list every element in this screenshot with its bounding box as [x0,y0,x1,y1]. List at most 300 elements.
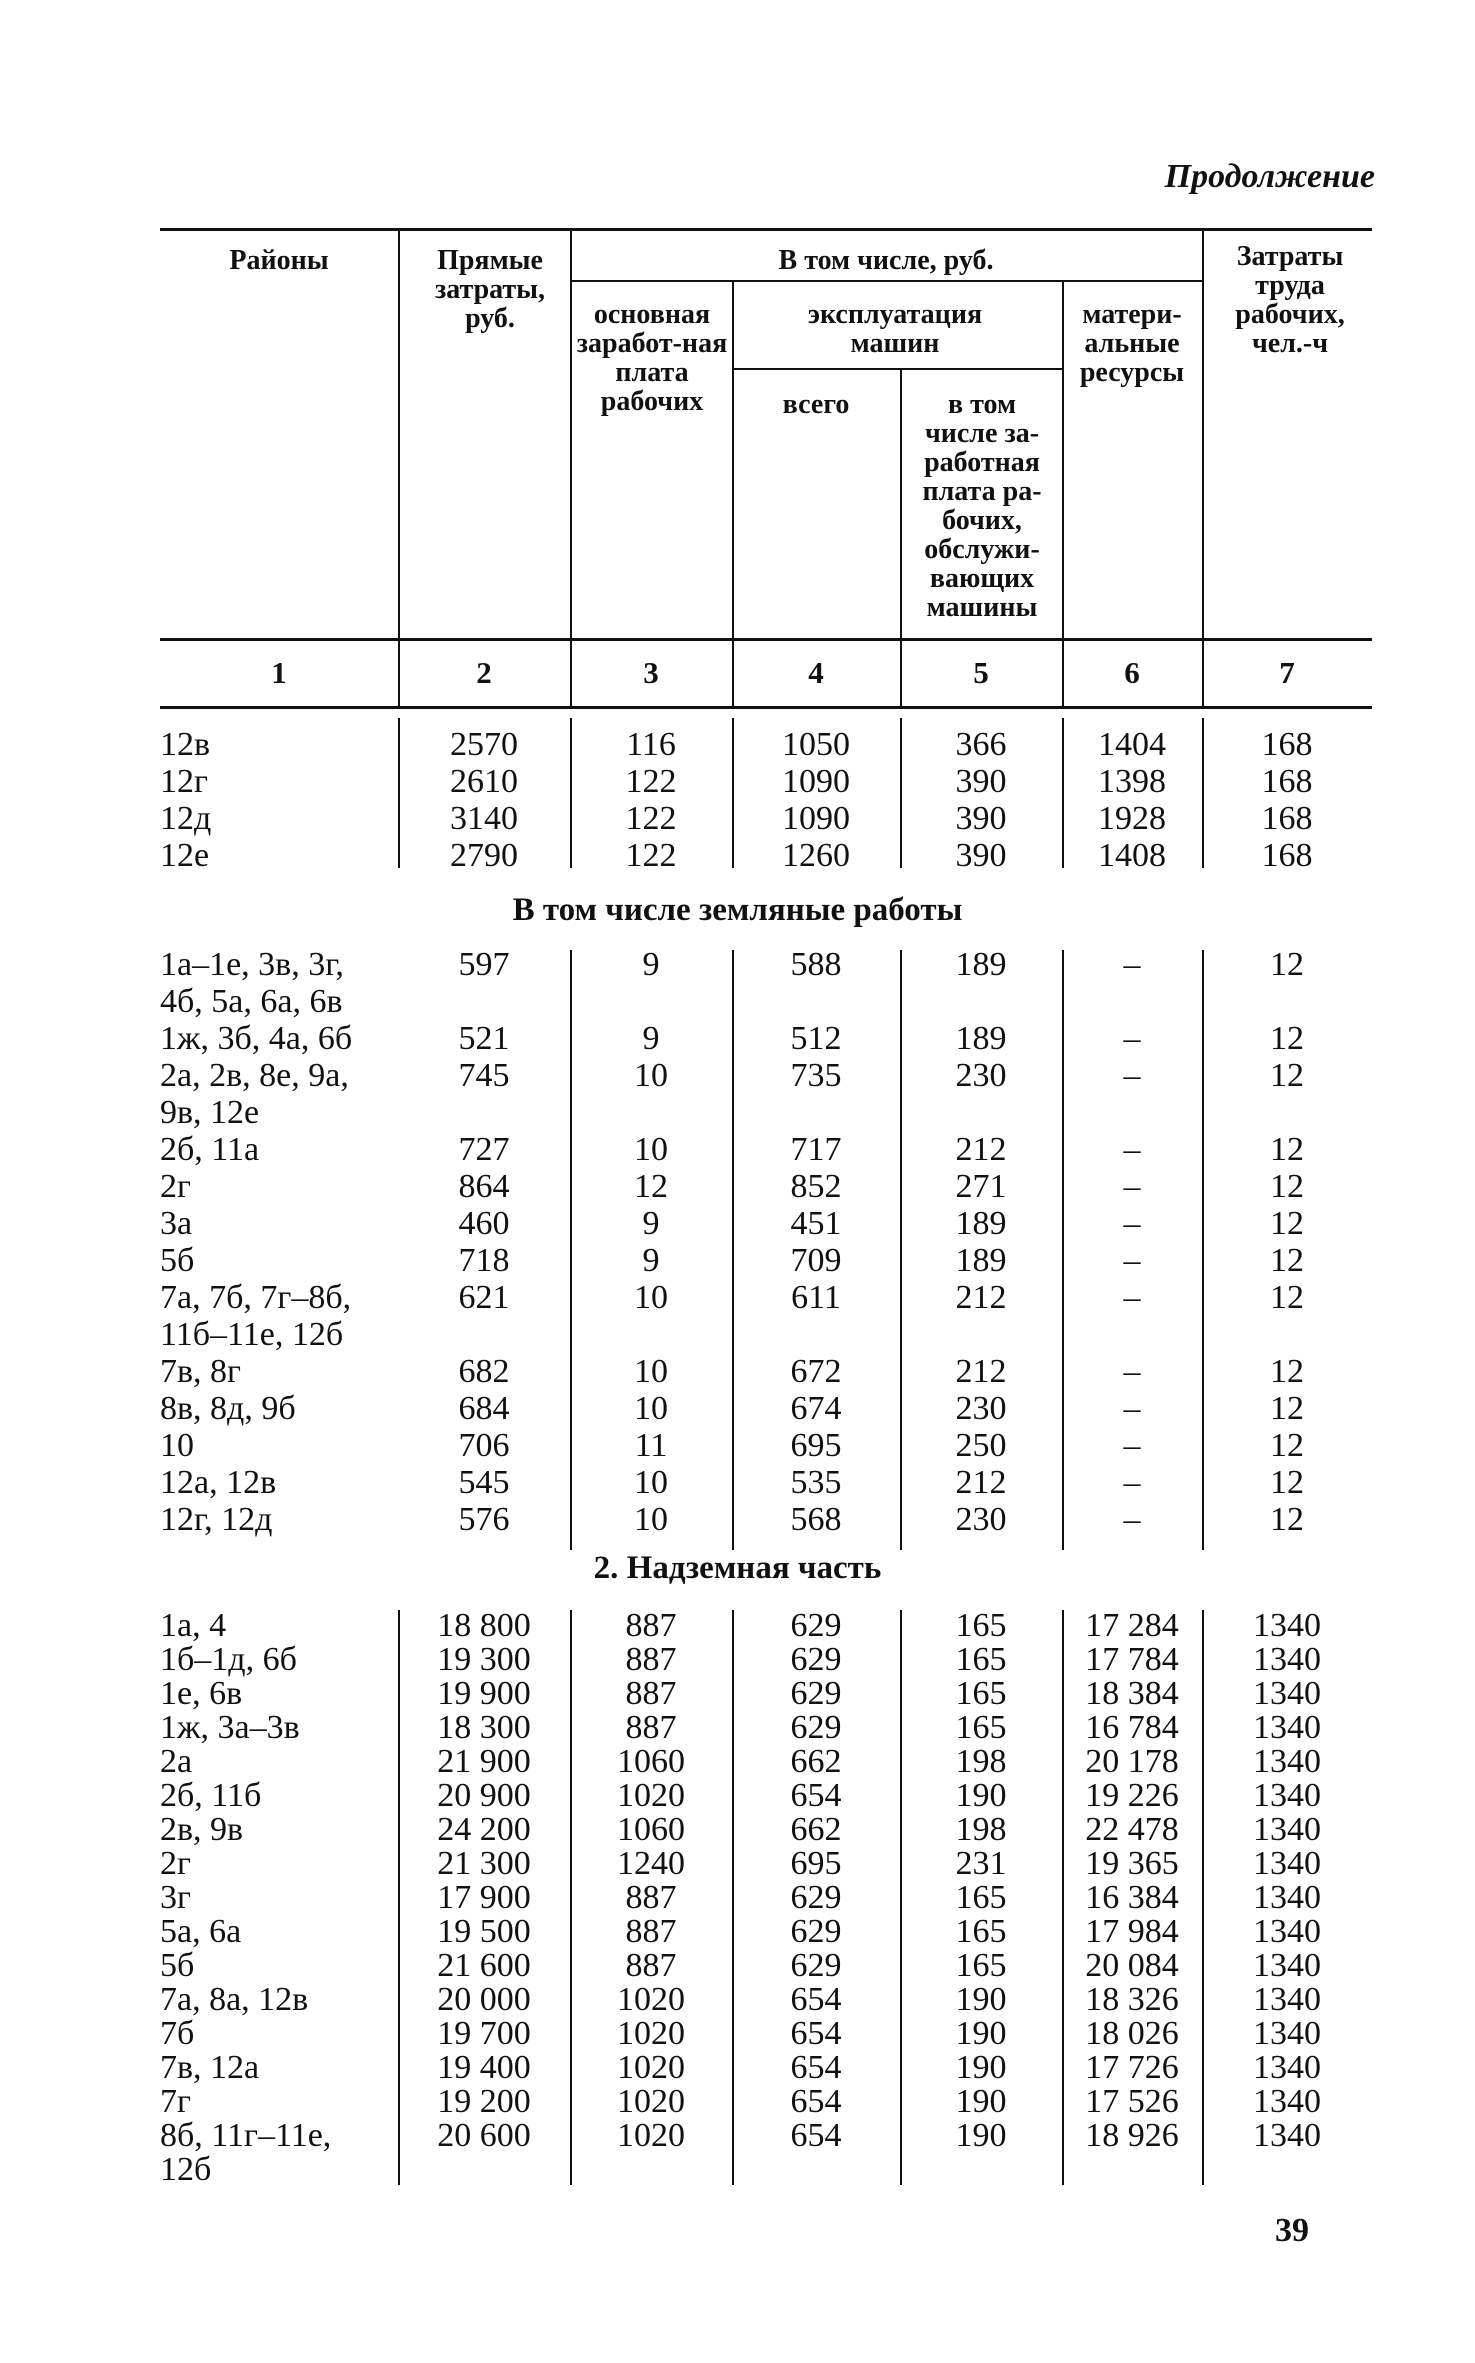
table-row [0,1242,1475,1279]
cell-materials: 1404 [1098,726,1166,763]
cell-direct: 621 [458,1279,510,1316]
cell-direct: 864 [458,1168,510,1205]
cell-direct: 2790 [450,837,518,874]
header-divider-2 [570,228,572,708]
cell-region: 1а, 4 [160,1607,227,1644]
section-above-ground-title: 2. Надземная часть [593,1550,882,1586]
cell-basic-wage: 1020 [617,1981,685,2018]
cell-materials: 17 784 [1085,1641,1179,1678]
colnum-1: 1 [271,655,287,690]
machines-underline [732,368,1062,370]
cell-machines-total: 629 [790,1947,842,1984]
cell-basic-wage: 10 [634,1501,668,1538]
cell-direct: 2610 [450,763,518,800]
cell-machines-total: 1090 [782,800,850,837]
cell-direct: 19 900 [437,1675,531,1712]
cell-region: 9в, 12е [160,1094,260,1131]
cell-basic-wage: 1020 [617,2015,685,2052]
cell-direct: 684 [458,1390,510,1427]
cell-machines-total: 735 [790,1057,842,1094]
cell-region: 2г [160,1168,191,1205]
cell-direct: 682 [458,1353,510,1390]
cell-materials: 18 026 [1085,2015,1179,2052]
cell-labor: 168 [1261,726,1313,763]
cell-basic-wage: 11 [634,1427,668,1464]
cell-materials: – [1123,1353,1141,1390]
continuation-label: Продолжение [1164,158,1375,195]
table-row [0,2015,1475,2052]
header-basic-wage: основная заработ-ная плата рабочих [576,299,728,417]
cell-materials: 17 284 [1085,1607,1179,1644]
colnum-7: 7 [1279,655,1295,690]
cell-region: 1е, 6в [160,1675,243,1712]
cell-machines-wage: 190 [955,1777,1007,1814]
cell-labor: 12 [1270,1279,1304,1316]
cell-machines-total: 654 [790,1777,842,1814]
cell-machines-total: 535 [790,1464,842,1501]
colnum-3: 3 [643,655,659,690]
cell-materials: 20 084 [1085,1947,1179,1984]
cell-materials: 17 984 [1085,1913,1179,1950]
cell-machines-wage: 189 [955,1205,1007,1242]
cell-machines-total: 695 [790,1427,842,1464]
cell-materials: – [1123,1205,1141,1242]
table-top-rule [160,228,1372,231]
cell-machines-total: 629 [790,1641,842,1678]
cell-machines-wage: 230 [955,1390,1007,1427]
table-row [0,1279,1475,1316]
table-row [0,1168,1475,1205]
cell-machines-wage: 189 [955,1020,1007,1057]
cell-basic-wage: 10 [634,1390,668,1427]
cell-materials: – [1123,1501,1141,1538]
cell-machines-wage: 212 [955,1353,1007,1390]
cell-labor: 1340 [1253,1777,1321,1814]
cell-machines-total: 654 [790,2117,842,2154]
cell-labor: 12 [1270,1131,1304,1168]
cell-direct: 20 000 [437,1981,531,2018]
cell-labor: 168 [1261,837,1313,874]
table-row [0,1981,1475,2018]
cell-materials: 18 926 [1085,2117,1179,2154]
cell-machines-wage: 250 [955,1427,1007,1464]
cell-basic-wage: 122 [625,800,677,837]
table-row [0,726,1475,763]
cell-basic-wage: 1060 [617,1743,685,1780]
cell-region: 5а, 6а [160,1913,242,1950]
cell-machines-total: 512 [790,1020,842,1057]
cell-region: 2а [160,1743,193,1780]
header-divider-1 [398,228,400,708]
cell-region: 1ж, 3а–3в [160,1709,300,1746]
table-row [0,1709,1475,1746]
cell-materials: – [1123,1131,1141,1168]
cell-direct: 745 [458,1057,510,1094]
cell-region: 7а, 7б, 7г–8б, [160,1279,352,1316]
table-row [0,2083,1475,2120]
cell-basic-wage: 887 [625,1641,677,1678]
table-row [0,837,1475,874]
cell-machines-wage: 165 [955,1913,1007,1950]
cell-materials: 1408 [1098,837,1166,874]
cell-materials: – [1123,1020,1141,1057]
cell-machines-total: 1050 [782,726,850,763]
cell-labor: 1340 [1253,1913,1321,1950]
cell-materials: 18 326 [1085,1981,1179,2018]
cell-direct: 17 900 [437,1879,531,1916]
cell-labor: 1340 [1253,1811,1321,1848]
cell-materials: 1398 [1098,763,1166,800]
cell-machines-total: 1090 [782,763,850,800]
cell-region: 7г [160,2083,191,2120]
cell-labor: 1340 [1253,1879,1321,1916]
cell-labor: 12 [1270,1242,1304,1279]
table-row [0,1607,1475,1644]
table-row [0,1094,1475,1131]
cell-labor: 1340 [1253,1743,1321,1780]
cell-basic-wage: 887 [625,1607,677,1644]
cell-direct: 21 600 [437,1947,531,1984]
cell-machines-wage: 390 [955,763,1007,800]
cell-machines-wage: 190 [955,2015,1007,2052]
cell-direct: 19 300 [437,1641,531,1678]
header-divider-6 [1202,228,1204,708]
cell-basic-wage: 10 [634,1057,668,1094]
cell-region: 12б [160,2151,212,2188]
cell-basic-wage: 887 [625,1675,677,1712]
cell-direct: 545 [458,1464,510,1501]
cell-region: 5б [160,1947,195,1984]
table-row [0,1913,1475,1950]
cell-labor: 1340 [1253,2049,1321,2086]
cell-materials: – [1123,1242,1141,1279]
header-divider-5 [1062,280,1064,708]
cell-labor: 1340 [1253,1981,1321,2018]
cell-labor: 1340 [1253,1607,1321,1644]
header-direct-costs: Прямые затраты, руб. [434,245,546,334]
table-row [0,1675,1475,1712]
cell-machines-total: 654 [790,2015,842,2052]
cell-basic-wage: 1020 [617,2117,685,2154]
cell-machines-wage: 165 [955,1879,1007,1916]
cell-basic-wage: 12 [634,1168,668,1205]
cell-basic-wage: 887 [625,1947,677,1984]
table-row [0,1879,1475,1916]
cell-region: 12е [160,837,210,874]
cell-labor: 1340 [1253,1845,1321,1882]
cell-region: 11б–11е, 12б [160,1316,344,1353]
cell-basic-wage: 887 [625,1913,677,1950]
table-row [0,1464,1475,1501]
cell-machines-total: 662 [790,1811,842,1848]
table-row [0,1811,1475,1848]
cell-direct: 597 [458,946,510,983]
cell-machines-wage: 165 [955,1607,1007,1644]
cell-labor: 1340 [1253,1641,1321,1678]
cell-materials: – [1123,1279,1141,1316]
cell-labor: 12 [1270,1427,1304,1464]
page-number: 39 [1275,2212,1309,2249]
cell-direct: 576 [458,1501,510,1538]
cell-materials: – [1123,1464,1141,1501]
table-row [0,1743,1475,1780]
cell-machines-total: 568 [790,1501,842,1538]
header-bottom-rule [160,638,1372,641]
cell-direct: 21 300 [437,1845,531,1882]
table-row [0,946,1475,983]
cell-region: 7а, 8а, 12в [160,1981,309,2018]
table-row [0,1205,1475,1242]
table-row [0,1131,1475,1168]
table-row [0,1947,1475,1984]
cell-materials: 22 478 [1085,1811,1179,1848]
cell-machines-wage: 189 [955,946,1007,983]
cell-basic-wage: 1240 [617,1845,685,1882]
cell-labor: 12 [1270,1390,1304,1427]
cell-direct: 460 [458,1205,510,1242]
cell-region: 12г, 12д [160,1501,273,1538]
cell-direct: 18 300 [437,1709,531,1746]
cell-machines-total: 695 [790,1845,842,1882]
cell-materials: 20 178 [1085,1743,1179,1780]
cell-basic-wage: 10 [634,1464,668,1501]
cell-labor: 12 [1270,1353,1304,1390]
header-machine-operation: эксплуатация машин [807,299,983,359]
including-underline [570,280,1202,282]
header-labor: Затраты труда рабочих, чел.-ч [1235,241,1345,359]
cell-materials: 17 526 [1085,2083,1179,2120]
cell-materials: 1928 [1098,800,1166,837]
cell-machines-wage: 190 [955,2049,1007,2086]
section-earthworks-title: В том числе земляные работы [512,892,963,928]
header-divider-3 [732,280,734,708]
header-including: В том числе, руб. [778,245,994,276]
table-row [0,1845,1475,1882]
cell-machines-wage: 190 [955,1981,1007,2018]
cell-region: 2в, 9в [160,1811,244,1848]
table-row [0,1427,1475,1464]
cell-materials: 18 384 [1085,1675,1179,1712]
header-regions: Районы [229,245,329,276]
cell-direct: 18 800 [437,1607,531,1644]
cell-labor: 1340 [1253,2083,1321,2120]
cell-region: 10 [160,1427,194,1464]
cell-machines-total: 654 [790,2049,842,2086]
cell-direct: 727 [458,1131,510,1168]
cell-basic-wage: 122 [625,763,677,800]
cell-machines-wage: 212 [955,1464,1007,1501]
cell-region: 12г [160,763,208,800]
table-row [0,1353,1475,1390]
cell-materials: 19 226 [1085,1777,1179,1814]
cell-direct: 19 500 [437,1913,531,1950]
cell-region: 12в [160,726,211,763]
table-row [0,1057,1475,1094]
cell-region: 1ж, 3б, 4а, 6б [160,1020,353,1057]
header-incl-wage: в том числе за-работная плата ра-бочих, обслужи-вающих машины [922,389,1042,623]
cell-region: 3г [160,1879,191,1916]
cell-materials: – [1123,1427,1141,1464]
cell-basic-wage: 887 [625,1879,677,1916]
table-row [0,2049,1475,2086]
cell-region: 7в, 8г [160,1353,241,1390]
cell-machines-wage: 198 [955,1743,1007,1780]
cell-basic-wage: 1060 [617,1811,685,1848]
cell-labor: 12 [1270,1168,1304,1205]
colnum-6: 6 [1124,655,1140,690]
cell-region: 12а, 12в [160,1464,277,1501]
cell-machines-wage: 230 [955,1057,1007,1094]
cell-basic-wage: 9 [642,1205,660,1242]
cell-machines-total: 629 [790,1879,842,1916]
cell-region: 7в, 12а [160,2049,260,2086]
cell-direct: 19 200 [437,2083,531,2120]
cell-materials: – [1123,946,1141,983]
cell-region: 3а [160,1205,193,1242]
cell-machines-wage: 231 [955,1845,1007,1882]
cell-region: 2г [160,1845,191,1882]
cell-direct: 24 200 [437,1811,531,1848]
cell-materials: – [1123,1057,1141,1094]
header-materials: матери-альные ресурсы [1079,299,1185,388]
cell-basic-wage: 9 [642,946,660,983]
cell-labor: 168 [1261,763,1313,800]
cell-direct: 21 900 [437,1743,531,1780]
cell-machines-wage: 189 [955,1242,1007,1279]
cell-machines-total: 662 [790,1743,842,1780]
cell-machines-total: 852 [790,1168,842,1205]
table-row [0,800,1475,837]
cell-direct: 706 [458,1427,510,1464]
cell-machines-wage: 165 [955,1709,1007,1746]
cell-labor: 12 [1270,1501,1304,1538]
cell-labor: 1340 [1253,1947,1321,1984]
cell-machines-wage: 230 [955,1501,1007,1538]
table-row [0,1390,1475,1427]
cell-direct: 521 [458,1020,510,1057]
cell-region: 1а–1е, 3в, 3г, [160,946,344,983]
cell-machines-total: 629 [790,1675,842,1712]
colnum-4: 4 [808,655,824,690]
cell-basic-wage: 122 [625,837,677,874]
cell-labor: 1340 [1253,2015,1321,2052]
cell-direct: 19 400 [437,2049,531,2086]
cell-labor: 1340 [1253,1675,1321,1712]
cell-basic-wage: 1020 [617,2049,685,2086]
table-row [0,763,1475,800]
colnum-5: 5 [973,655,989,690]
cell-basic-wage: 1020 [617,1777,685,1814]
cell-direct: 718 [458,1242,510,1279]
table-row [0,2117,1475,2154]
table-row [0,1501,1475,1538]
cell-region: 12д [160,800,212,837]
cell-machines-wage: 190 [955,2117,1007,2154]
cell-basic-wage: 10 [634,1353,668,1390]
cell-machines-wage: 271 [955,1168,1007,1205]
cell-machines-total: 674 [790,1390,842,1427]
cell-labor: 12 [1270,1205,1304,1242]
cell-machines-total: 1260 [782,837,850,874]
cell-machines-total: 654 [790,2083,842,2120]
cell-machines-total: 451 [790,1205,842,1242]
cell-basic-wage: 10 [634,1279,668,1316]
cell-machines-wage: 165 [955,1641,1007,1678]
cell-machines-wage: 165 [955,1947,1007,1984]
cell-basic-wage: 10 [634,1131,668,1168]
cell-machines-total: 629 [790,1709,842,1746]
cell-region: 5б [160,1242,195,1279]
cell-machines-wage: 198 [955,1811,1007,1848]
cell-region: 7б [160,2015,195,2052]
cell-labor: 168 [1261,800,1313,837]
cell-basic-wage: 116 [626,726,676,763]
colnum-2: 2 [476,655,492,690]
cell-region: 8в, 8д, 9б [160,1390,296,1427]
cell-machines-wage: 190 [955,2083,1007,2120]
cell-labor: 12 [1270,1020,1304,1057]
cell-labor: 12 [1270,1057,1304,1094]
cell-machines-total: 709 [790,1242,842,1279]
cell-materials: 16 384 [1085,1879,1179,1916]
cell-region: 2б, 11б [160,1777,262,1814]
cell-machines-total: 672 [790,1353,842,1390]
cell-machines-total: 654 [790,1981,842,2018]
table-row [0,1020,1475,1057]
cell-direct: 2570 [450,726,518,763]
cell-labor: 12 [1270,946,1304,983]
cell-labor: 1340 [1253,1709,1321,1746]
cell-direct: 20 900 [437,1777,531,1814]
cell-region: 2б, 11а [160,1131,260,1168]
cell-region: 4б, 5а, 6а, 6в [160,983,343,1020]
cell-basic-wage: 887 [625,1709,677,1746]
cell-basic-wage: 9 [642,1242,660,1279]
cell-direct: 3140 [450,800,518,837]
cell-region: 1б–1д, 6б [160,1641,297,1678]
cell-basic-wage: 1020 [617,2083,685,2120]
cell-basic-wage: 9 [642,1020,660,1057]
cell-direct: 20 600 [437,2117,531,2154]
colnum-bottom-rule [160,706,1372,709]
cell-labor: 12 [1270,1464,1304,1501]
cell-direct: 19 700 [437,2015,531,2052]
cell-region: 2а, 2в, 8е, 9а, [160,1057,349,1094]
table-row [0,1777,1475,1814]
table-row [0,2151,1475,2188]
table-row [0,1316,1475,1353]
table-row [0,983,1475,1020]
cell-machines-wage: 390 [955,837,1007,874]
cell-materials: 17 726 [1085,2049,1179,2086]
cell-materials: 16 784 [1085,1709,1179,1746]
cell-machines-wage: 390 [955,800,1007,837]
table-row [0,1641,1475,1678]
cell-materials: – [1123,1168,1141,1205]
cell-materials: – [1123,1390,1141,1427]
cell-machines-total: 588 [790,946,842,983]
cell-machines-total: 629 [790,1607,842,1644]
cell-machines-total: 629 [790,1913,842,1950]
header-total: всего [782,389,850,420]
cell-region: 8б, 11г–11е, [160,2117,332,2154]
cell-machines-wage: 212 [955,1279,1007,1316]
cell-machines-total: 611 [791,1279,841,1316]
cell-labor: 1340 [1253,2117,1321,2154]
cell-machines-total: 717 [790,1131,842,1168]
cell-machines-wage: 366 [955,726,1007,763]
cell-materials: 19 365 [1085,1845,1179,1882]
